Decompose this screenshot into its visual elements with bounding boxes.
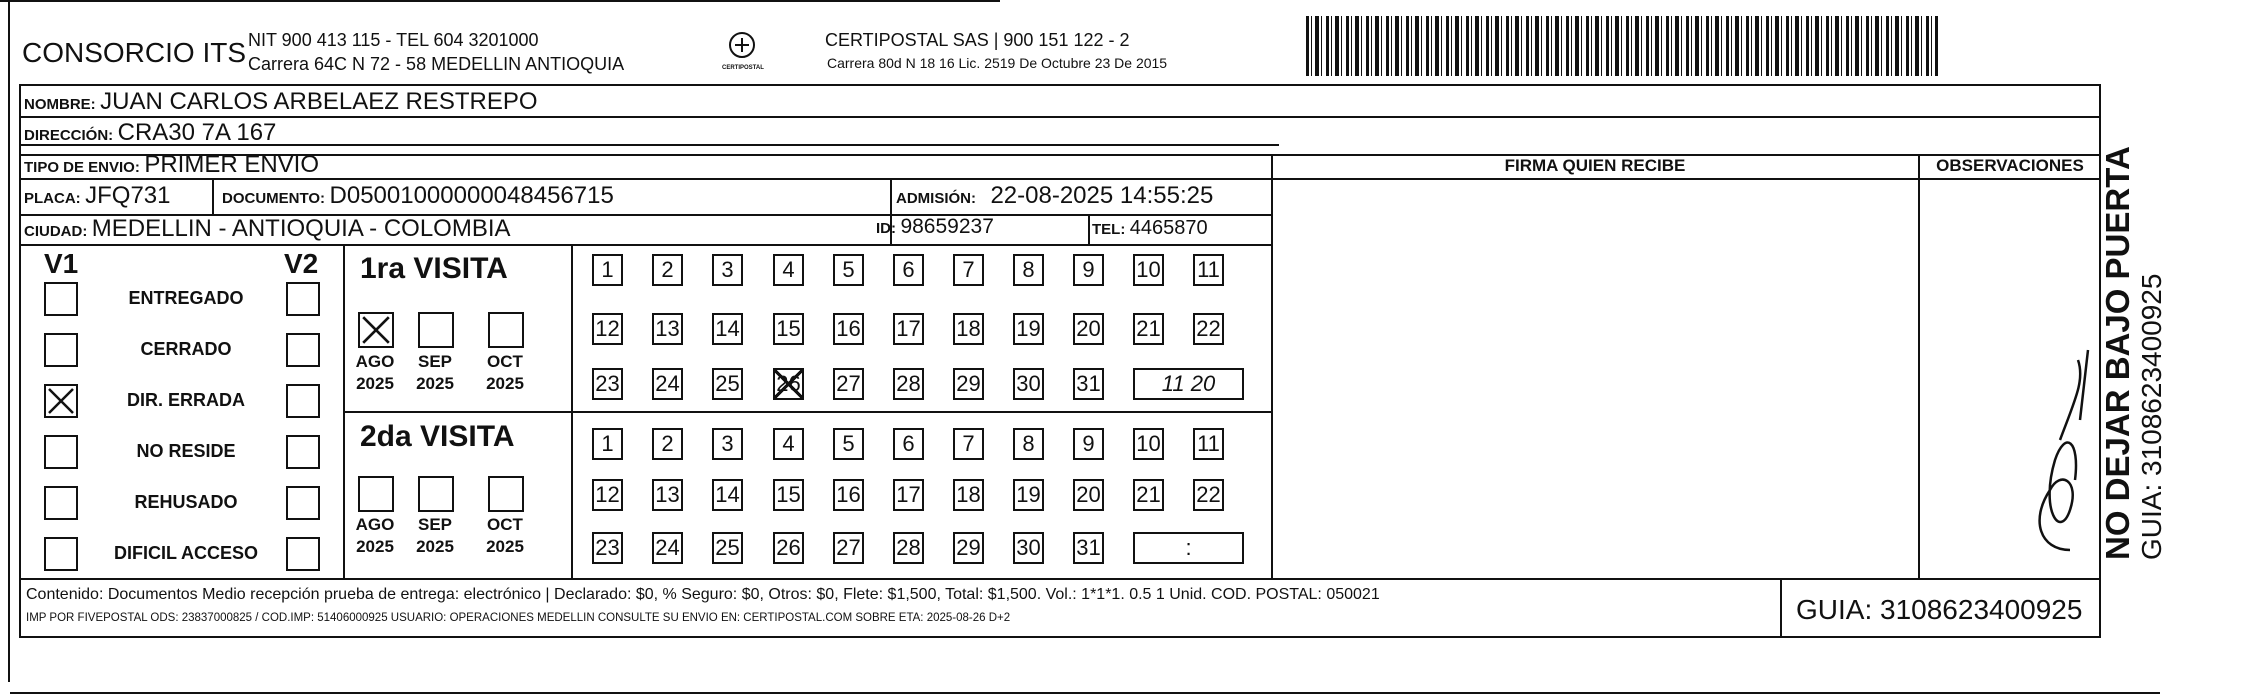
second-visit-label: 2da VISITA [360, 420, 515, 453]
year-label: 2025 [486, 374, 524, 393]
day-box[interactable]: 3 [712, 428, 743, 460]
day-box[interactable]: 4 [773, 254, 804, 286]
barcode [1306, 16, 1938, 76]
direccion-label: DIRECCIÓN: [24, 127, 114, 144]
status-v2-checkbox[interactable] [286, 384, 320, 418]
day-box[interactable]: 1 [592, 254, 623, 286]
status-v1-checkbox[interactable] [44, 282, 78, 316]
day-box[interactable]: 16 [833, 313, 864, 345]
status-v1-checkbox[interactable] [44, 486, 78, 520]
day-box[interactable]: 12 [592, 313, 623, 345]
time-box[interactable]: : [1133, 532, 1244, 564]
tel-row [1092, 217, 1208, 240]
certipostal-logo [722, 30, 762, 71]
month-label: SEP [417, 352, 453, 371]
ciudad-label: CIUDAD: [24, 223, 88, 240]
signature [2000, 340, 2100, 570]
side-guia: GUIA: 3108623400925 [2136, 273, 2167, 560]
day-box[interactable]: 13 [652, 313, 683, 345]
status-v1-checkbox[interactable] [44, 333, 78, 367]
status-v2-checkbox[interactable] [286, 537, 320, 571]
month-label: OCT [487, 515, 523, 534]
day-box[interactable]: 30 [1013, 532, 1044, 564]
row-line-footer [19, 578, 2101, 580]
v2-label: V2 [284, 248, 319, 279]
day-box[interactable]: 8 [1013, 254, 1044, 286]
month-label: AGO [355, 515, 395, 534]
logo-text: CERTIPOSTAL [722, 65, 764, 71]
row-line-1 [19, 116, 2101, 118]
day-box[interactable]: 9 [1073, 254, 1104, 286]
col-line-tel [1088, 214, 1090, 244]
side-text [2100, 146, 2168, 560]
tipo-value: PRIMER ENVIO [144, 151, 320, 178]
courier-address: Carrera 80d N 18 16 Lic. 2519 De Octubre 23 De 2015 [827, 55, 1168, 71]
nombre-label: NOMBRE: [24, 96, 96, 113]
documento-value: D05001000000048456715 [329, 182, 614, 209]
placa-row [24, 182, 171, 210]
first-visit-label: 1ra VISITA [360, 252, 508, 285]
day-box[interactable]: 11 [1193, 254, 1224, 286]
day-box[interactable]: 25 [712, 532, 743, 564]
year-label: 2025 [486, 537, 524, 556]
day-box[interactable]: 2 [652, 254, 683, 286]
status-label: DIFICIL ACCESO [113, 543, 258, 563]
day-box[interactable]: 21 [1133, 479, 1164, 511]
day-box[interactable]: 6 [893, 254, 924, 286]
status-v1-checkbox[interactable] [44, 384, 78, 418]
month-checkbox[interactable] [358, 476, 394, 512]
v1-label: V1 [44, 248, 79, 279]
ciudad-row [24, 215, 511, 243]
day-box[interactable]: 29 [953, 532, 984, 564]
month-label: SEP [417, 515, 453, 534]
documento-row [222, 182, 614, 210]
nombre-value: JUAN CARLOS ARBELAEZ RESTREPO [100, 88, 538, 115]
status-v1-checkbox[interactable] [44, 537, 78, 571]
ciudad-value: MEDELLIN - ANTIOQUIA - COLOMBIA [91, 215, 511, 242]
day-box[interactable]: 24 [652, 368, 683, 400]
status-v2-checkbox[interactable] [286, 282, 320, 316]
day-box[interactable]: 26 [773, 532, 804, 564]
id-value: 98659237 [900, 215, 994, 238]
day-box[interactable]: 11 [1193, 428, 1224, 460]
day-box[interactable]: 5 [833, 428, 864, 460]
placa-label: PLACA: [24, 190, 81, 207]
month-checkbox[interactable] [418, 476, 454, 512]
status-v2-checkbox[interactable] [286, 333, 320, 367]
status-v2-checkbox[interactable] [286, 486, 320, 520]
status-v2-checkbox[interactable] [286, 435, 320, 469]
company-name: CONSORCIO ITS [22, 37, 247, 68]
year-label: 2025 [356, 374, 394, 393]
day-box[interactable]: 17 [893, 313, 924, 345]
status-label: REHUSADO [134, 492, 238, 512]
day-box[interactable]: 5 [833, 254, 864, 286]
day-box[interactable]: 22 [1193, 313, 1224, 345]
status-label: NO RESIDE [136, 441, 236, 461]
month-checkbox[interactable] [488, 312, 524, 348]
day-box[interactable]: 10 [1133, 428, 1164, 460]
status-v1-checkbox[interactable] [44, 435, 78, 469]
day-box[interactable]: 21 [1133, 313, 1164, 345]
day-box[interactable]: 24 [652, 532, 683, 564]
nombre-row [24, 88, 538, 116]
day-box[interactable]: 17 [893, 479, 924, 511]
day-box[interactable]: 14 [712, 313, 743, 345]
logo-icon [727, 30, 757, 60]
status-label: ENTREGADO [128, 288, 244, 308]
day-box[interactable]: 23 [592, 532, 623, 564]
observaciones-header: OBSERVACIONES [1936, 156, 2084, 175]
month-label: AGO [355, 352, 395, 371]
day-box[interactable]: 4 [773, 428, 804, 460]
day-box[interactable]: 27 [833, 368, 864, 400]
id-row [876, 215, 994, 239]
tel-label: TEL: [1092, 221, 1126, 238]
day-box[interactable]: 19 [1013, 479, 1044, 511]
day-box[interactable]: 9 [1073, 428, 1104, 460]
courier-name: CERTIPOSTAL SAS | 900 151 122 - 2 [825, 30, 1130, 50]
day-box[interactable]: 28 [893, 532, 924, 564]
day-box[interactable]: 20 [1073, 313, 1104, 345]
admision-label: ADMISIÓN: [896, 190, 976, 207]
day-box[interactable]: 23 [592, 368, 623, 400]
col-line-guia [1780, 578, 1782, 638]
company-nit: NIT 900 413 115 - TEL 604 3201000 [248, 30, 539, 50]
company-address: Carrera 64C N 72 - 58 MEDELLIN ANTIOQUIA [248, 54, 625, 74]
month-label: OCT [487, 352, 523, 371]
tipo-row [24, 151, 319, 179]
tipo-label: TIPO DE ENVIO: [24, 159, 140, 176]
direccion-value: CRA30 7A 167 [117, 119, 277, 146]
row-line-5 [19, 244, 1271, 246]
footer-print-info: IMP POR FIVEPOSTAL ODS: 23837000825 / COD.IMP: 51406000925 USUARIO: OPERACIONES MEDELLIN CONSULTE SU ENVIO EN: CERTIPOSTAL.COM SOBRE ETA: 2025-08-26 D+2 [26, 612, 1011, 624]
day-box[interactable]: 20 [1073, 479, 1104, 511]
col-line-placa [212, 180, 214, 214]
day-box[interactable]: 30 [1013, 368, 1044, 400]
day-box[interactable]: 12 [592, 479, 623, 511]
day-box[interactable]: 15 [773, 479, 804, 511]
year-label: 2025 [416, 374, 454, 393]
tel-value: 4465870 [1129, 217, 1208, 239]
col-line-obs [1918, 154, 1920, 578]
day-box[interactable]: 28 [893, 368, 924, 400]
footer-guia: GUIA: 3108623400925 [1796, 594, 2083, 625]
day-box[interactable]: 19 [1013, 313, 1044, 345]
row-line-3 [19, 178, 2101, 180]
row-line-visit-split [343, 411, 1271, 413]
day-box[interactable]: 8 [1013, 428, 1044, 460]
top-edge-line [0, 0, 1000, 2]
day-box[interactable]: 16 [833, 479, 864, 511]
placa-value: JFQ731 [85, 182, 171, 209]
day-box[interactable]: 7 [953, 254, 984, 286]
col-line-firma [1271, 154, 1273, 578]
day-box[interactable]: 6 [893, 428, 924, 460]
day-box[interactable]: 18 [953, 313, 984, 345]
month-checkbox[interactable] [418, 312, 454, 348]
id-label: ID: [876, 220, 896, 237]
day-box[interactable]: 25 [712, 368, 743, 400]
day-box[interactable]: 29 [953, 368, 984, 400]
admision-row [896, 182, 1213, 210]
month-checkbox[interactable] [358, 312, 394, 348]
day-box[interactable]: 18 [953, 479, 984, 511]
month-checkbox[interactable] [488, 476, 524, 512]
day-box[interactable]: 15 [773, 313, 804, 345]
admision-value: 22-08-2025 14:55:25 [990, 182, 1214, 209]
day-box[interactable]: 31 [1073, 532, 1104, 564]
left-edge-line [8, 2, 10, 682]
year-label: 2025 [356, 537, 394, 556]
bottom-edge-line [10, 692, 2160, 694]
status-label: DIR. ERRADA [126, 390, 245, 410]
status-label: CERRADO [140, 339, 232, 359]
day-box[interactable]: 1 [592, 428, 623, 460]
day-box[interactable]: 26 [773, 368, 804, 400]
footer-content: Contenido: Documentos Medio recepción prueba de entrega: electrónico | Declarado: $0, % Seguro: $0, Otros: $0, Flete: $1,500, Total: $1,500. Vol.: 1*1*1. 0.5 1 Unid. COD. POSTAL: 050021 [26, 586, 1380, 603]
day-box[interactable]: 13 [652, 479, 683, 511]
time-box[interactable]: 11 20 [1133, 368, 1244, 400]
year-label: 2025 [416, 537, 454, 556]
firma-header: FIRMA QUIEN RECIBE [1504, 156, 1686, 175]
documento-label: DOCUMENTO: [222, 190, 326, 207]
day-box[interactable]: 7 [953, 428, 984, 460]
day-box[interactable]: 27 [833, 532, 864, 564]
direccion-row [24, 119, 276, 147]
day-box[interactable]: 10 [1133, 254, 1164, 286]
day-box[interactable]: 2 [652, 428, 683, 460]
day-box[interactable]: 31 [1073, 368, 1104, 400]
day-box[interactable]: 22 [1193, 479, 1224, 511]
side-title: NO DEJAR BAJO PUERTA [2099, 146, 2136, 560]
day-box[interactable]: 3 [712, 254, 743, 286]
day-box[interactable]: 14 [712, 479, 743, 511]
